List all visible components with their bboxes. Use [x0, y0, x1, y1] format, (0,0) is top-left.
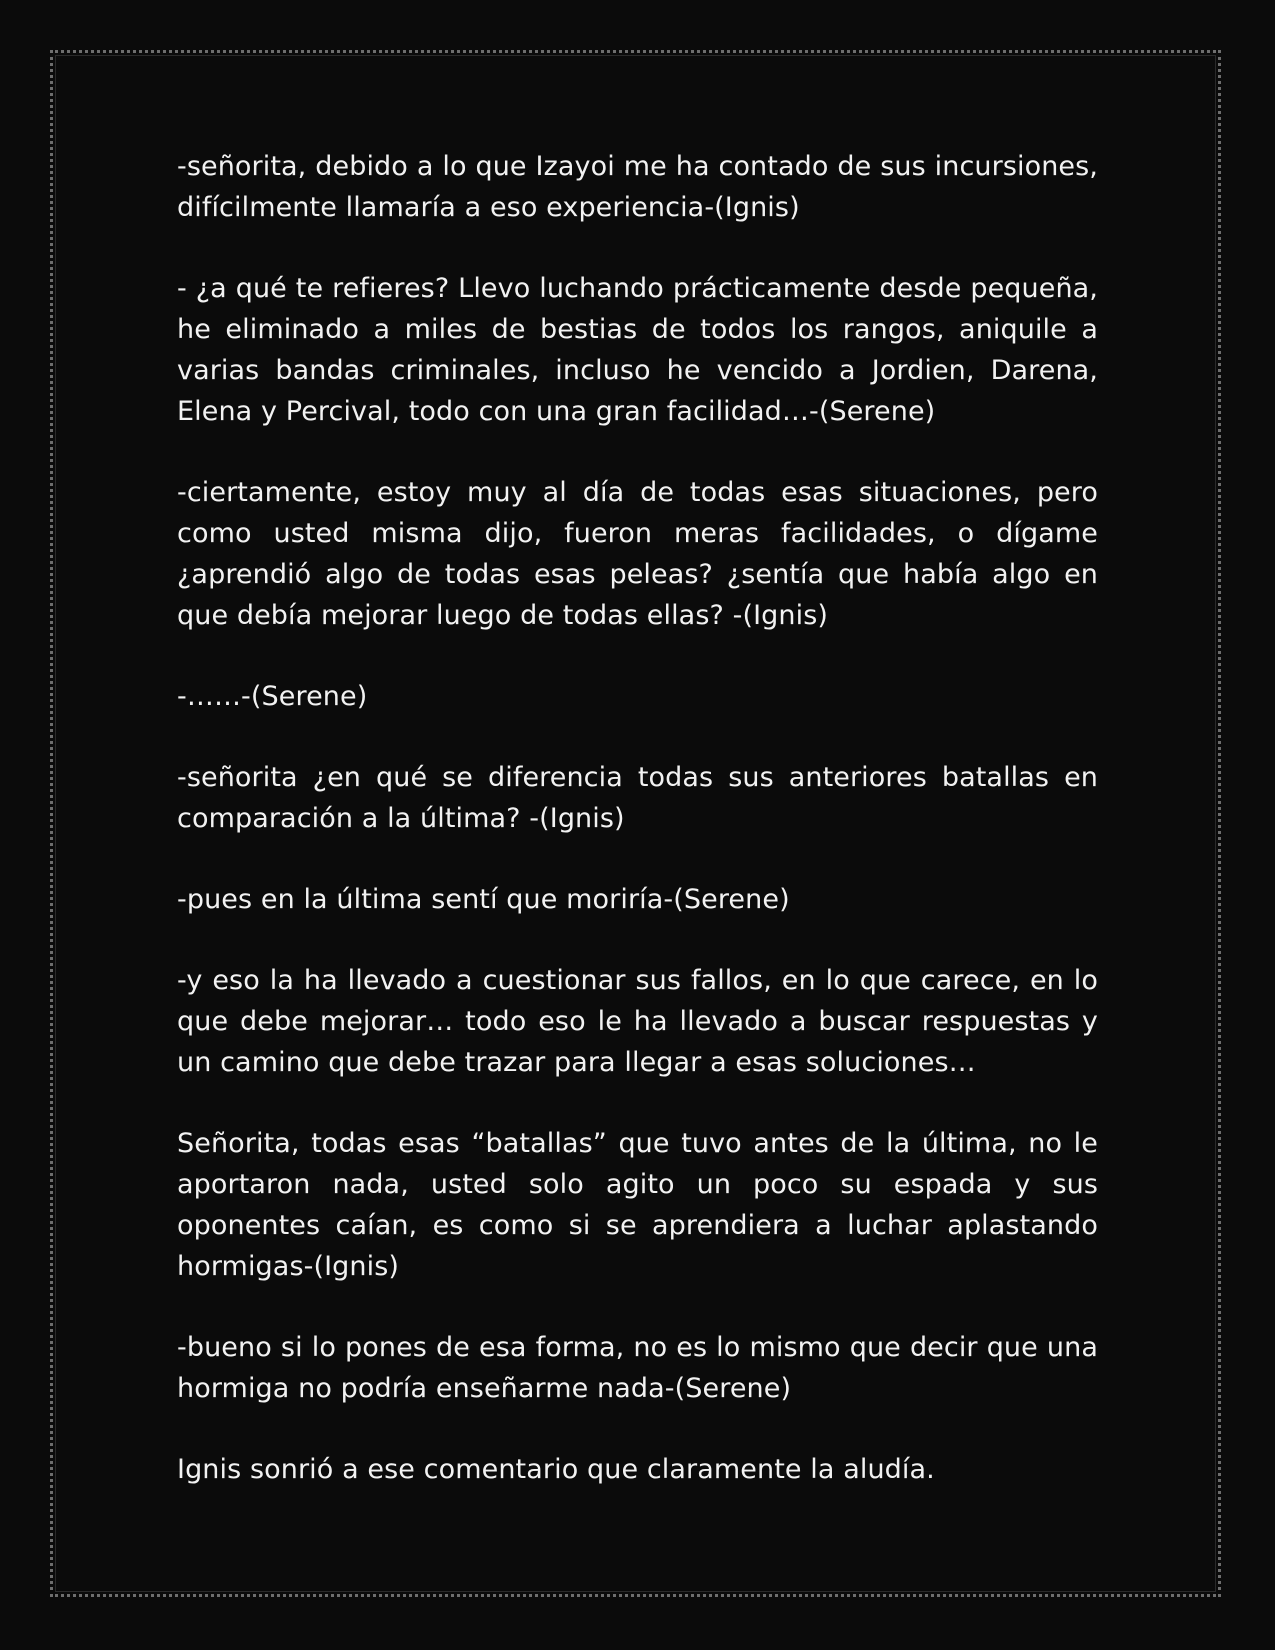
paragraph-7: -y eso la ha llevado a cuestionar sus fallos, en lo que carece, en lo que debe mejorar… todo eso le ha llevado a buscar respuestas y un camino que debe trazar para llegar a esas soluciones…	[177, 965, 1098, 1078]
paragraph-6: -pues en la última sentí que moriría-(Serene)	[177, 884, 790, 915]
paragraph-9: -bueno si lo pones de esa forma, no es lo mismo que decir que una hormiga no podría enseñarme nada-(Serene)	[177, 1332, 1098, 1404]
document-body	[177, 146, 1098, 1490]
paragraph-4: -……-(Serene)	[177, 681, 368, 712]
paragraph-3: -ciertamente, estoy muy al día de todas esas situaciones, pero como usted misma dijo, fueron meras facilidades, o dígame ¿aprendió algo de todas esas peleas? ¿sentía que había algo en que debía mejorar luego de todas ellas? -(Ignis)	[177, 477, 1098, 631]
paragraph-5: -señorita ¿en qué se diferencia todas sus anteriores batallas en comparación a la última? -(Ignis)	[177, 762, 1098, 834]
paragraph-10: Ignis sonrió a ese comentario que claramente la aludía.	[177, 1454, 935, 1485]
paragraph-2: - ¿a qué te refieres? Llevo luchando prácticamente desde pequeña, he eliminado a miles de bestias de todos los rangos, aniquile a varias bandas criminales, incluso he vencido a Jordien, Darena, Elena y Percival, todo con una gran facilidad…-(Serene)	[177, 273, 1098, 427]
paragraph-8: Señorita, todas esas “batallas” que tuvo antes de la última, no le aportaron nada, usted solo agito un poco su espada y sus oponentes caían, es como si se aprendiera a luchar aplastando hormigas-(Ignis)	[177, 1128, 1098, 1282]
paragraph-1: -señorita, debido a lo que Izayoi me ha contado de sus incursiones, difícilmente llamaría a eso experiencia-(Ignis)	[177, 151, 1098, 223]
